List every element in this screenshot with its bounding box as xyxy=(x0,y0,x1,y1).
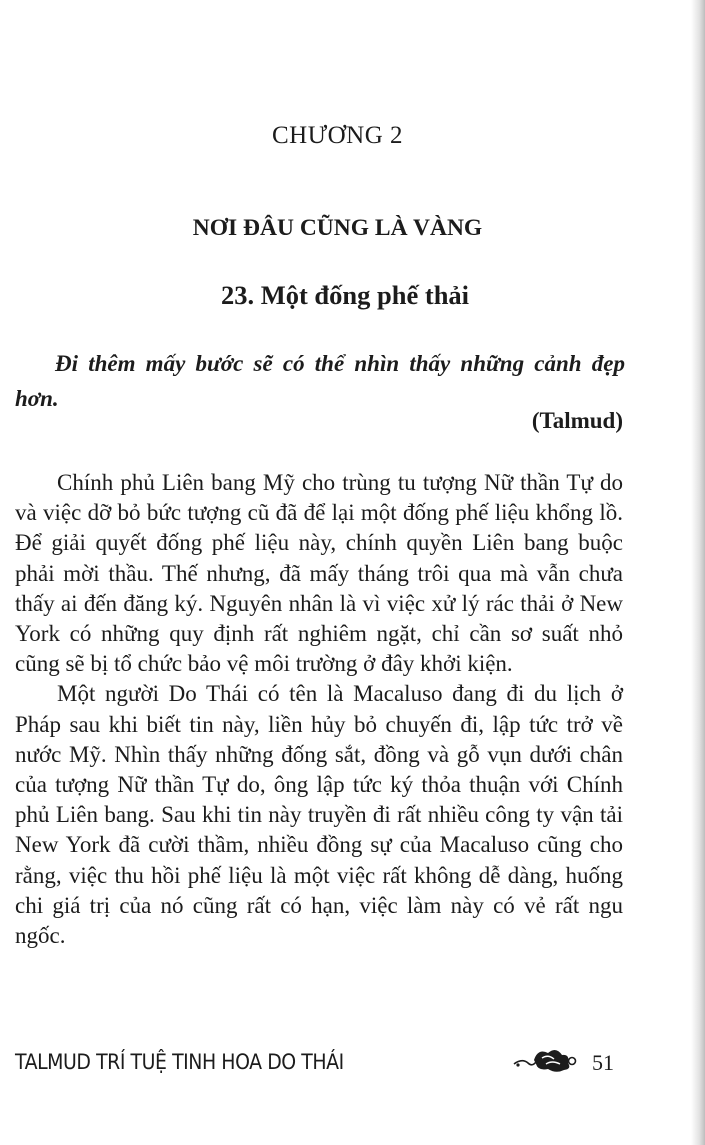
chapter-heading: CHƯƠNG 2 xyxy=(271,122,404,149)
page-edge-shadow xyxy=(691,0,705,1145)
page-number: 51 xyxy=(592,1050,614,1075)
floral-ornament-icon xyxy=(512,1044,578,1074)
epigraph-quote: Đi thêm mấy bước sẽ có thể nhìn thấy những cảnh đẹp hơn. xyxy=(15,351,625,411)
lesson-title: 23. Một đống phế thải xyxy=(220,280,470,310)
paragraph: Một người Do Thái có tên là Macaluso đang đi du lịch ở Pháp sau khi biết tin này, liền hủy bỏ chuyến đi, lập tức trở về nước Mỹ. Nhìn thấy những đống sắt, đồng và gỗ vụn dưới chân của tượng Nữ thần Tự do, ông lập tức ký thỏa thuận với Chính phủ Liên bang. Sau khi tin này truyền đi rất nhiều công ty vận tải New York đã cười thầm, nhiều đồng sự của Macaluso cũng cho rằng, việc thu hồi phế liệu là một việc rất không dễ dàng, huống chi giá trị của nó cũng rất có hạn, việc làm này có vẻ rất ngu ngốc. xyxy=(15,681,623,949)
body-text xyxy=(15,468,623,951)
epigraph-source: (Talmud) xyxy=(531,408,623,433)
section-title: NƠI ĐÂU CŨNG LÀ VÀNG xyxy=(192,215,483,241)
paragraph: Chính phủ Liên bang Mỹ cho trùng tu tượng Nữ thần Tự do và việc dỡ bỏ bức tượng cũ đã để lại một đống phế liệu khổng lồ. Để giải quyết đống phế liệu này, chính quyền Liên bang buộc phải mời thầu. Thế nhưng, đã mấy tháng trôi qua mà vẫn chưa thấy ai đến đăng ký. Nguyên nhân là vì việc xử lý rác thải ở New York có những quy định rất nghiêm ngặt, chỉ cần sơ suất nhỏ cũng sẽ bị tổ chức bảo vệ môi trường ở đây khởi kiện. xyxy=(15,470,623,677)
footer-book-title: TALMUD TRÍ TUỆ TINH HOA DO THÁI xyxy=(15,1050,344,1074)
